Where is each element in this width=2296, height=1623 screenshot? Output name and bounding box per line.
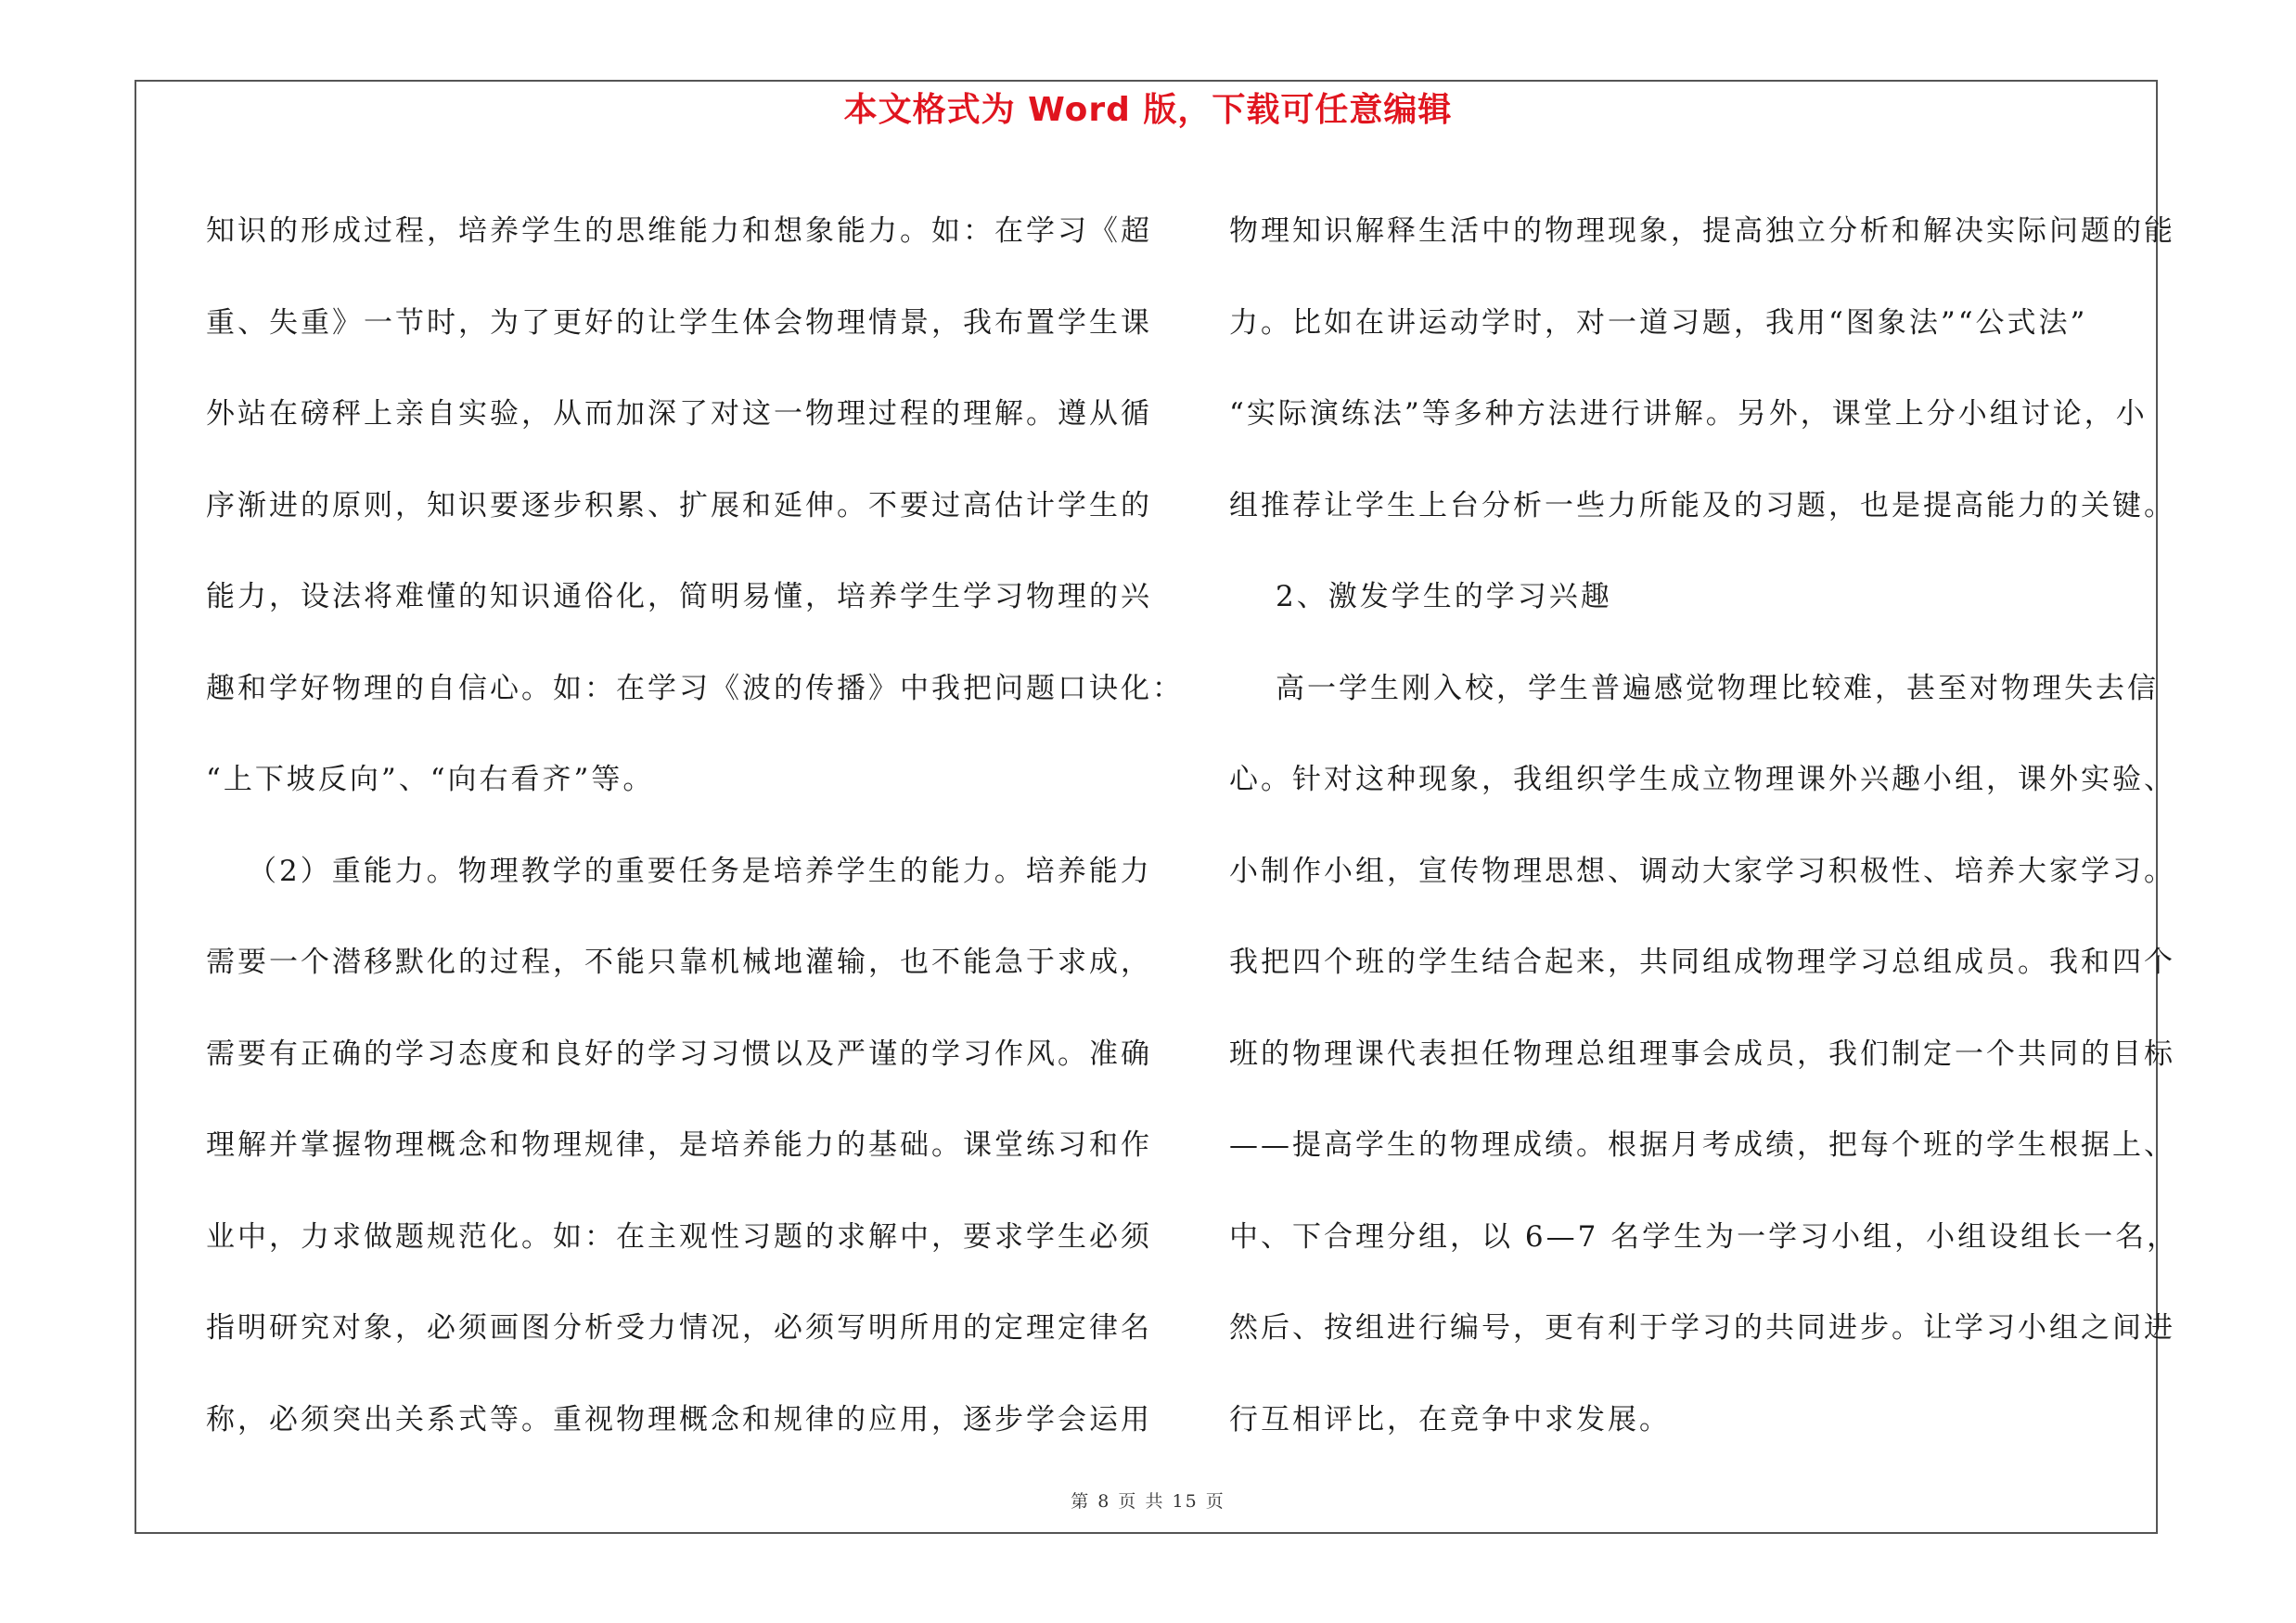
text-line: ——提高学生的物理成绩。根据月考成绩，把每个班的学生根据上、 — [1229, 1128, 2175, 1162]
section-heading: 2、激发学生的学习兴趣 — [1276, 580, 1612, 613]
text-line: 中、下合理分组，以 6—7 名学生为一学习小组，小组设组长一名， — [1229, 1219, 2179, 1254]
text-line: 然后、按组进行编号，更有利于学习的共同进步。让学习小组之间进 — [1229, 1311, 2175, 1345]
text-line: 业中，力求做题规范化。如：在主观性习题的求解中，要求学生必须 — [206, 1219, 1152, 1254]
page-number-footer: 第 8 页 共 15 页 — [1071, 1491, 1225, 1512]
paragraph-start-line: （2）重能力。物理教学的重要任务是培养学生的能力。培养能力 — [248, 854, 1152, 888]
right-column — [1229, 186, 2179, 1465]
text-line: 需要一个潜移默化的过程，不能只靠机械地灌输，也不能急于求成， — [206, 946, 1152, 979]
text-line: 小制作小组，宣传物理思想、调动大家学习积极性、培养大家学习。 — [1229, 854, 2175, 888]
text-line: 序渐进的原则，知识要逐步积累、扩展和延伸。不要过高估计学生的 — [206, 488, 1152, 522]
text-line: 力。比如在讲运动学时，对一道习题，我用“图象法”“公式法” — [1229, 305, 2088, 340]
text-line: 知识的形成过程，培养学生的思维能力和想象能力。如：在学习《超 — [206, 214, 1152, 248]
text-line: 班的物理课代表担任物理总组理事会成员，我们制定一个共同的目标 — [1229, 1037, 2175, 1071]
text-line: 行互相评比，在竞争中求发展。 — [1229, 1402, 1671, 1436]
text-line: 组推荐让学生上台分析一些力所能及的习题，也是提高能力的关键。 — [1229, 488, 2175, 522]
text-line: 物理知识解释生活中的物理现象，提高独立分析和解决实际问题的能 — [1229, 214, 2175, 248]
text-line: 我把四个班的学生结合起来，共同组成物理学习总组成员。我和四个 — [1229, 946, 2175, 979]
text-line: “实际演练法”等多种方法进行讲解。另外，课堂上分小组讨论，小 — [1229, 397, 2148, 431]
text-line: 重、失重》一节时，为了更好的让学生体会物理情景，我布置学生课 — [206, 305, 1152, 340]
text-line: 能力，设法将难懂的知识通俗化，简明易懂，培养学生学习物理的兴 — [206, 580, 1152, 613]
text-line: 需要有正确的学习态度和良好的学习习惯以及严谨的学习作风。准确 — [206, 1037, 1152, 1071]
paragraph-start-line: 高一学生刚入校，学生普遍感觉物理比较难，甚至对物理失去信 — [1276, 671, 2159, 705]
left-column — [206, 186, 1184, 1465]
text-line: 称，必须突出关系式等。重视物理概念和规律的应用，逐步学会运用 — [206, 1402, 1152, 1436]
text-line: 理解并掌握物理概念和物理规律，是培养能力的基础。课堂练习和作 — [206, 1128, 1152, 1162]
text-line: 趣和学好物理的自信心。如：在学习《波的传播》中我把问题口诀化： — [206, 671, 1184, 705]
text-line: “上下坡反向”、“向右看齐”等。 — [206, 763, 655, 796]
text-line: 指明研究对象，必须画图分析受力情况，必须写明所用的定理定律名 — [206, 1311, 1152, 1345]
text-line: 心。针对这种现象，我组织学生成立物理课外兴趣小组，课外实验、 — [1229, 763, 2175, 796]
format-banner: 本文格式为 Word 版，下载可任意编辑 — [843, 91, 1453, 129]
text-line: 外站在磅秤上亲自实验，从而加深了对这一物理过程的理解。遵从循 — [206, 397, 1152, 431]
